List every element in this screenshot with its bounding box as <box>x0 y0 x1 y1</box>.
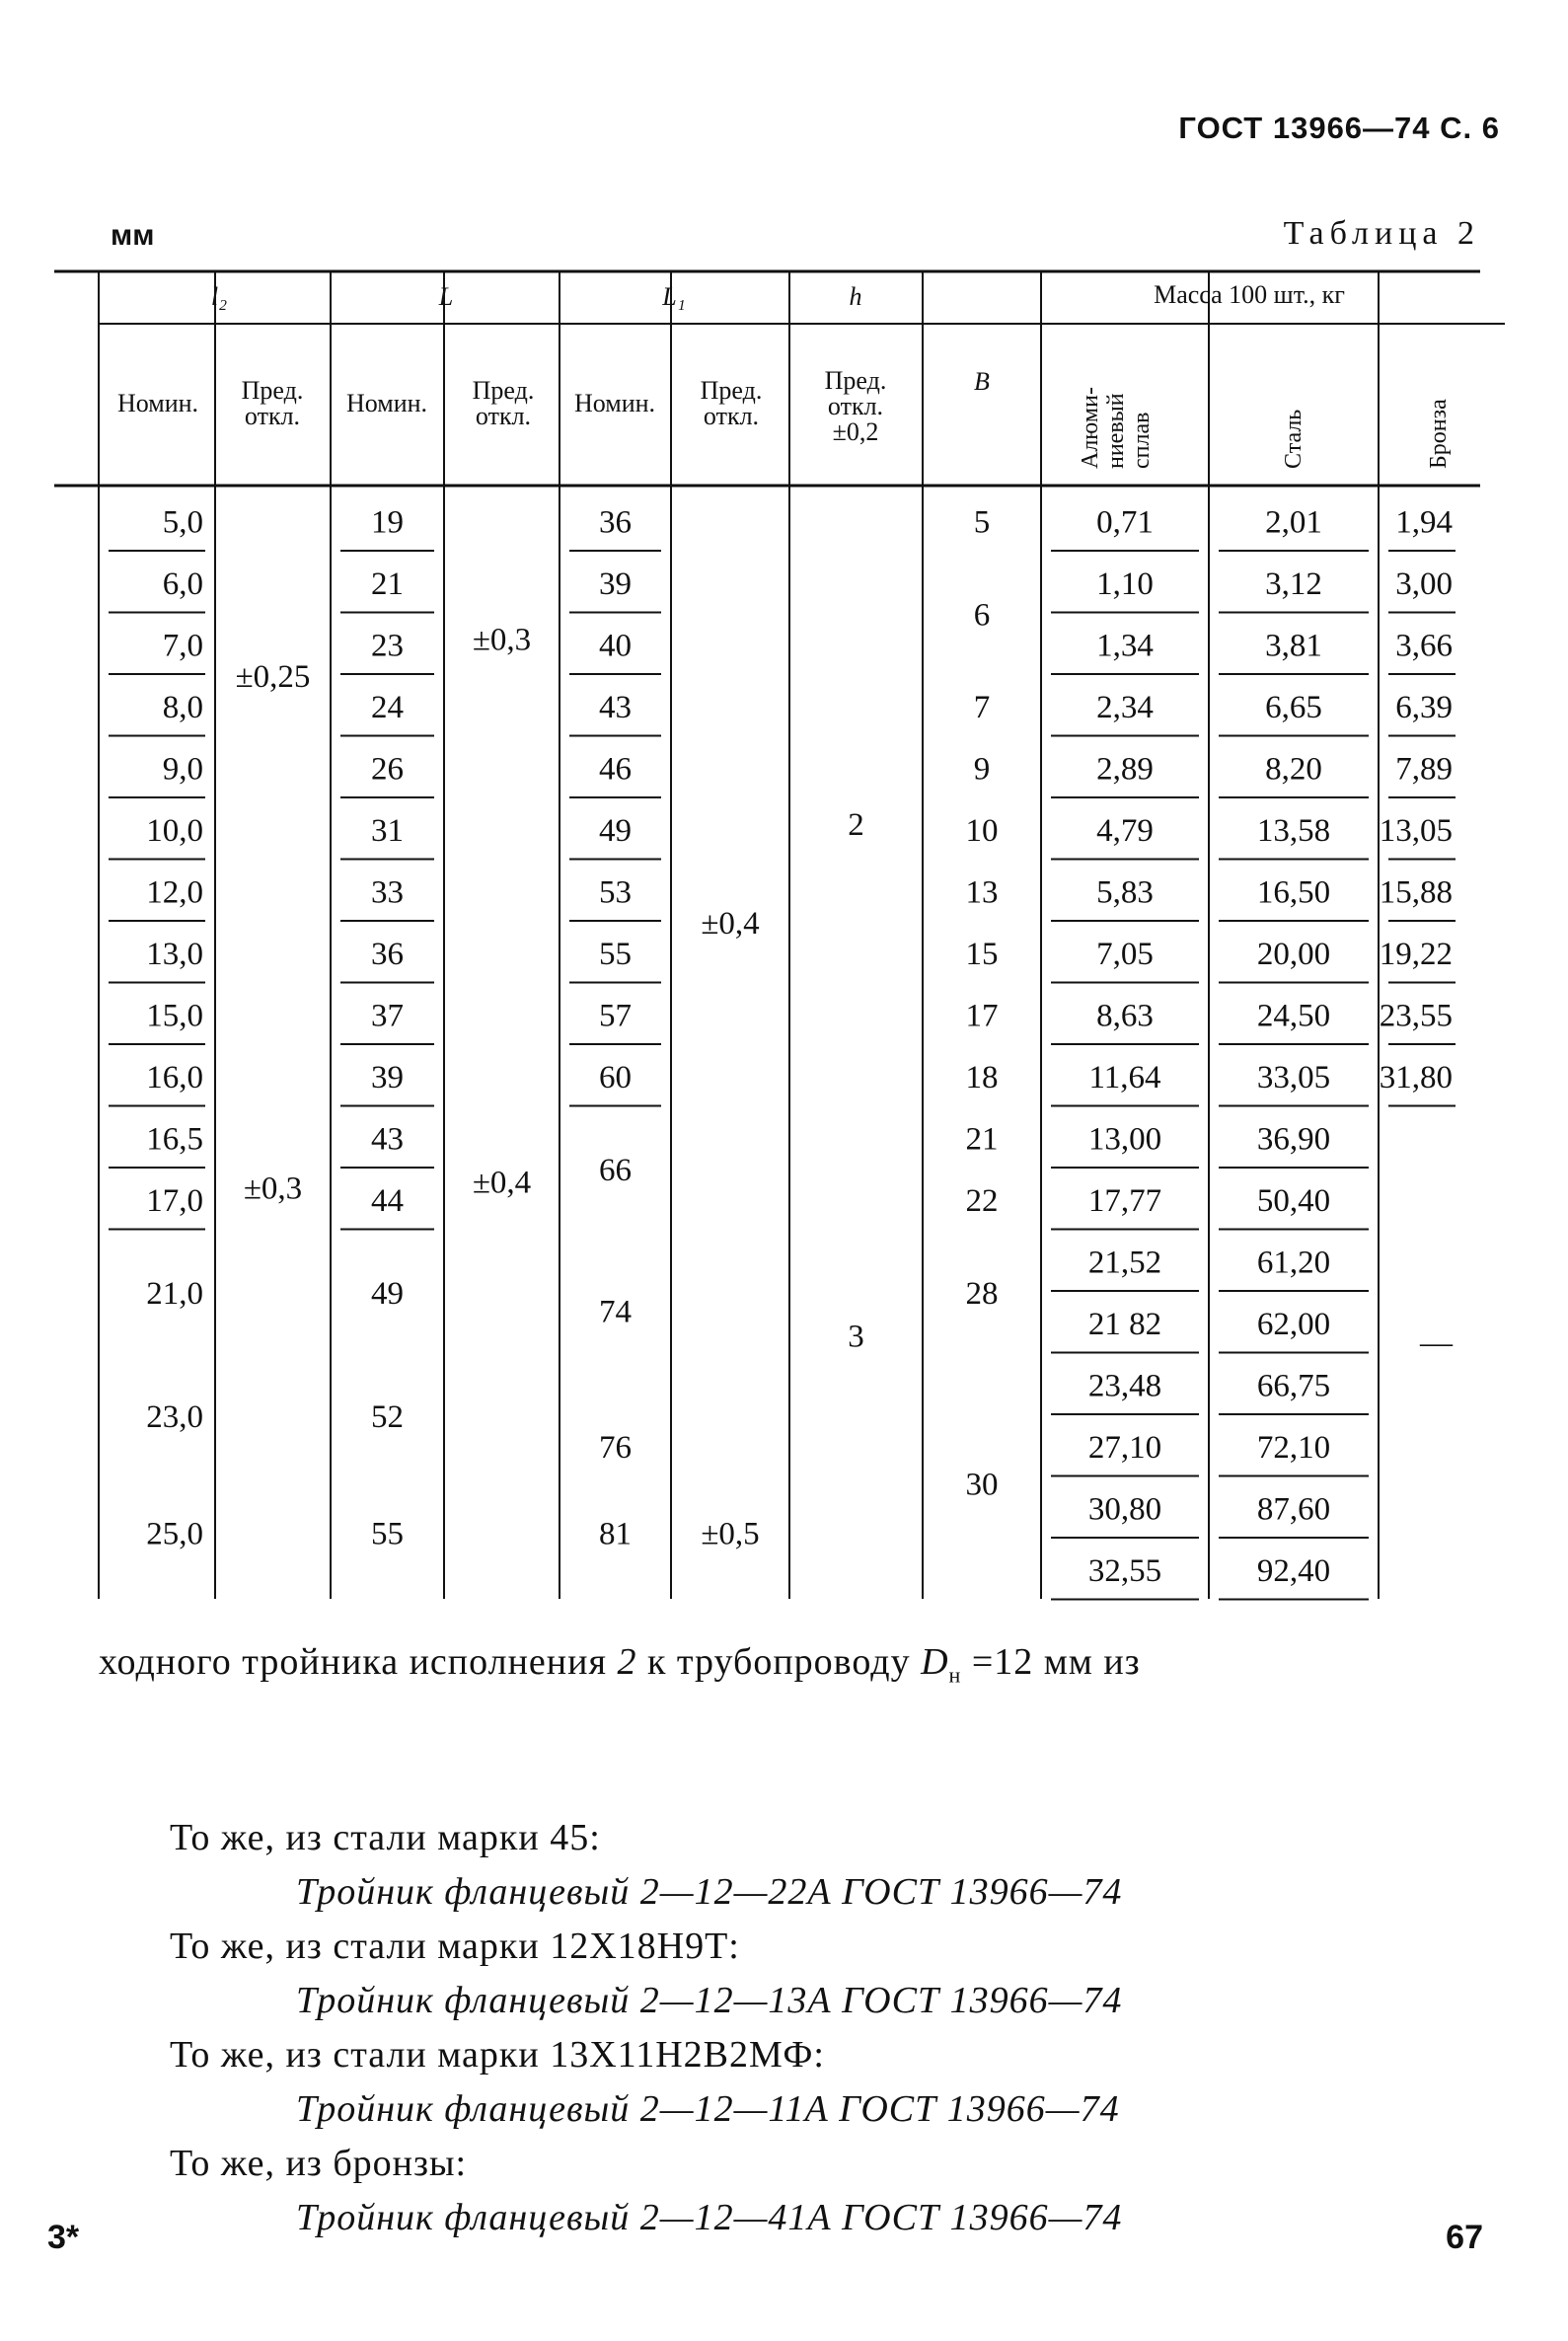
item-1-designation: Тройник фланцевый 2—12—22А ГОСТ 13966—74 <box>296 1871 1123 1913</box>
steel-mass-cell: 2,01 <box>1265 504 1322 541</box>
B-cell: 28 <box>965 1275 999 1312</box>
l2-nominal-cell: 7,0 <box>162 628 203 664</box>
L-nominal-cell: 44 <box>371 1183 404 1220</box>
alum-mass-cell: 32,55 <box>1087 1553 1162 1590</box>
line1-b: 2 <box>617 1641 637 1683</box>
alum-mass-cell: 0,71 <box>1096 504 1154 541</box>
L1-pred-header-2: откл. <box>703 402 760 430</box>
L-nominal-cell: 52 <box>371 1398 404 1435</box>
bronze-mass-cell: 13,05 <box>1379 813 1453 850</box>
L1-nominal-cell: 36 <box>599 504 632 541</box>
item-2-text: То же, из стали марки 12Х18Н9Т: <box>170 1926 740 1967</box>
l2-nominal-cell: 17,0 <box>146 1183 203 1220</box>
bronze-mass-cell: 3,00 <box>1395 566 1453 603</box>
h-pred-header-2: откл. <box>827 392 884 420</box>
l2-nominal-cell: 25,0 <box>146 1516 203 1552</box>
line1-a: ходного тройника исполнения <box>99 1641 607 1683</box>
line1-d: D <box>921 1641 949 1683</box>
L1-nominal-cell: 76 <box>599 1430 632 1467</box>
l2-tolerance-cell: ±0,25 <box>235 658 311 695</box>
B-cell: 17 <box>965 998 999 1034</box>
h-cell: 2 <box>848 806 864 843</box>
steel-mass-cell: 50,40 <box>1256 1183 1331 1220</box>
L-nominal-cell: 24 <box>371 690 404 726</box>
L-nom-header: Номин. <box>345 389 428 417</box>
steel-mass-cell: 6,65 <box>1265 690 1322 726</box>
alum-mass-cell: 5,83 <box>1096 874 1154 911</box>
page-number: 67 <box>1446 2219 1483 2256</box>
steel-mass-cell: 20,00 <box>1256 937 1331 973</box>
L1-nominal-cell: 60 <box>599 1060 632 1096</box>
item-4-text: То же, из бронзы: <box>170 2143 468 2184</box>
h-pred-header-3: ±0,2 <box>832 417 879 446</box>
steel-mass-cell: 13,58 <box>1256 813 1331 850</box>
l2-nominal-cell: 12,0 <box>146 874 203 911</box>
L1-nominal-cell: 66 <box>599 1152 632 1188</box>
item-4-designation: Тройник фланцевый 2—12—41А ГОСТ 13966—74 <box>296 2197 1123 2238</box>
bronze-mass-cell: 7,89 <box>1395 751 1453 788</box>
alum-header-2: ниевый <box>1103 393 1129 469</box>
l2-nominal-cell: 8,0 <box>162 690 203 726</box>
alum-mass-cell: 1,34 <box>1096 628 1154 664</box>
alum-mass-cell: 21 82 <box>1087 1307 1162 1343</box>
header-L: L <box>438 282 454 311</box>
alum-mass-cell: 1,10 <box>1096 566 1154 603</box>
L1-nominal-cell: 43 <box>599 690 632 726</box>
bronze-header: Бронза <box>1426 399 1452 469</box>
B-cell: 15 <box>965 937 999 973</box>
L1-nominal-cell: 74 <box>599 1294 632 1330</box>
L1-tolerance-cell: ±0,5 <box>701 1516 760 1552</box>
l2-nominal-cell: 16,0 <box>146 1060 203 1096</box>
L1-nominal-cell: 39 <box>599 566 632 603</box>
alum-mass-cell: 13,00 <box>1087 1121 1162 1158</box>
steel-mass-cell: 36,90 <box>1256 1121 1331 1158</box>
header-h: h <box>849 282 862 311</box>
alum-mass-cell: 2,89 <box>1096 751 1154 788</box>
L-tolerance-cell: ±0,4 <box>472 1165 532 1201</box>
l2-nominal-cell: 23,0 <box>146 1398 203 1435</box>
bronze-mass-cell: 6,39 <box>1395 690 1453 726</box>
l2-nominal-cell: 13,0 <box>146 937 203 973</box>
L1-nom-header: Номин. <box>573 389 656 417</box>
L1-nominal-cell: 40 <box>599 628 632 664</box>
steel-mass-cell: 16,50 <box>1256 874 1331 911</box>
l2-nom-header: Номин. <box>116 389 199 417</box>
steel-mass-cell: 87,60 <box>1256 1491 1331 1528</box>
B-cell: 22 <box>965 1183 999 1220</box>
L-nominal-cell: 26 <box>371 751 404 788</box>
alum-header-3: сплав <box>1129 412 1155 469</box>
L-nominal-cell: 55 <box>371 1516 404 1552</box>
l2-nominal-cell: 6,0 <box>162 566 203 603</box>
bronze-mass-cell: 3,66 <box>1395 628 1453 664</box>
h-pred-header-1: Пред. <box>824 366 887 395</box>
L-nominal-cell: 23 <box>371 628 404 664</box>
continuation-line <box>99 1640 1141 1689</box>
alum-mass-cell: 17,77 <box>1087 1183 1162 1220</box>
header-B: B <box>974 367 990 396</box>
bronze-mass-cell: 15,88 <box>1379 874 1453 911</box>
L1-nominal-cell: 55 <box>599 937 632 973</box>
steel-mass-cell: 24,50 <box>1256 998 1331 1034</box>
steel-mass-cell: 3,12 <box>1265 566 1322 603</box>
item-1-text: То же, из стали марки 45: <box>170 1817 601 1858</box>
footer-sheet-mark: 3* <box>47 2219 80 2256</box>
l2-nominal-cell: 16,5 <box>146 1121 203 1158</box>
bronze-mass-cell: — <box>1420 1324 1453 1361</box>
alum-mass-cell: 23,48 <box>1087 1368 1162 1404</box>
l2-nominal-cell: 9,0 <box>162 751 203 788</box>
line1-c: к трубопроводу <box>646 1641 911 1683</box>
L-pred-header-2: откл. <box>475 402 532 430</box>
L1-pred-header-1: Пред. <box>700 376 763 405</box>
L-nominal-cell: 31 <box>371 813 404 850</box>
B-cell: 6 <box>973 597 991 634</box>
L1-nominal-cell: 81 <box>599 1516 632 1552</box>
L1-nominal-cell: 46 <box>599 751 632 788</box>
alum-mass-cell: 4,79 <box>1096 813 1154 850</box>
steel-mass-cell: 33,05 <box>1256 1060 1331 1096</box>
alum-mass-cell: 11,64 <box>1088 1060 1161 1096</box>
B-cell: 21 <box>965 1121 999 1158</box>
header-l2: l₂ <box>210 282 228 311</box>
steel-header: Сталь <box>1281 409 1307 469</box>
item-3-designation: Тройник фланцевый 2—12—11А ГОСТ 13966—74 <box>296 2088 1120 2130</box>
item-3-text: То же, из стали марки 13Х11Н2В2МФ: <box>170 2034 825 2076</box>
L-nominal-cell: 37 <box>371 998 404 1034</box>
alum-mass-cell: 21,52 <box>1087 1245 1162 1281</box>
alum-mass-cell: 2,34 <box>1096 690 1154 726</box>
L1-nominal-cell: 57 <box>599 998 632 1034</box>
B-cell: 5 <box>973 504 991 541</box>
steel-mass-cell: 92,40 <box>1256 1553 1331 1590</box>
item-2-designation: Тройник фланцевый 2—12—13А ГОСТ 13966—74 <box>296 1980 1123 2021</box>
l2-tolerance-cell: ±0,3 <box>243 1170 303 1207</box>
line1-e: =12 мм из <box>971 1641 1141 1683</box>
alum-mass-cell: 7,05 <box>1096 937 1154 973</box>
alum-mass-cell: 27,10 <box>1087 1430 1162 1467</box>
B-cell: 13 <box>965 874 999 911</box>
line1-d-sub: н <box>948 1662 962 1688</box>
L-nominal-cell: 19 <box>371 504 404 541</box>
L-nominal-cell: 36 <box>371 937 404 973</box>
steel-mass-cell: 72,10 <box>1256 1430 1331 1467</box>
steel-mass-cell: 3,81 <box>1265 628 1322 664</box>
L-pred-header-1: Пред. <box>472 376 535 405</box>
alum-mass-cell: 30,80 <box>1087 1491 1162 1528</box>
table-title: Таблица 2 <box>1283 215 1480 252</box>
B-cell: 9 <box>973 751 991 788</box>
L1-tolerance-cell: ±0,4 <box>701 905 760 942</box>
L-nominal-cell: 49 <box>371 1275 404 1312</box>
h-cell: 3 <box>848 1319 864 1355</box>
header-mass: Масса 100 шт., кг <box>1154 280 1345 309</box>
bronze-mass-cell: 23,55 <box>1379 998 1453 1034</box>
l2-nominal-cell: 15,0 <box>146 998 203 1034</box>
L1-nominal-cell: 49 <box>599 813 632 850</box>
l2-nominal-cell: 5,0 <box>162 504 203 541</box>
L-nominal-cell: 21 <box>371 566 404 603</box>
B-cell: 10 <box>965 813 999 850</box>
steel-mass-cell: 61,20 <box>1256 1245 1331 1281</box>
header-L1: L₁ <box>662 282 686 311</box>
bronze-mass-cell: 31,80 <box>1379 1060 1453 1096</box>
B-cell: 7 <box>973 690 991 726</box>
unit-label: мм <box>111 219 155 252</box>
bronze-mass-cell: 1,94 <box>1395 504 1453 541</box>
L-nominal-cell: 33 <box>371 874 404 911</box>
L-nominal-cell: 43 <box>371 1121 404 1158</box>
alum-header-1: Алюми- <box>1078 387 1103 469</box>
B-cell: 18 <box>965 1060 999 1096</box>
L-nominal-cell: 39 <box>371 1060 404 1096</box>
l2-pred-header-2: откл. <box>244 402 301 430</box>
L-tolerance-cell: ±0,3 <box>472 622 532 658</box>
alum-mass-cell: 8,63 <box>1096 998 1154 1034</box>
steel-mass-cell: 62,00 <box>1256 1307 1331 1343</box>
steel-mass-cell: 66,75 <box>1256 1368 1331 1404</box>
l2-nominal-cell: 10,0 <box>146 813 203 850</box>
B-cell: 30 <box>965 1467 999 1503</box>
page-header: ГОСТ 13966—74 С. 6 <box>1178 111 1500 145</box>
steel-mass-cell: 8,20 <box>1265 751 1322 788</box>
L1-nominal-cell: 53 <box>599 874 632 911</box>
l2-pred-header-1: Пред. <box>241 376 304 405</box>
bronze-mass-cell: 19,22 <box>1379 937 1453 973</box>
l2-nominal-cell: 21,0 <box>146 1275 203 1312</box>
